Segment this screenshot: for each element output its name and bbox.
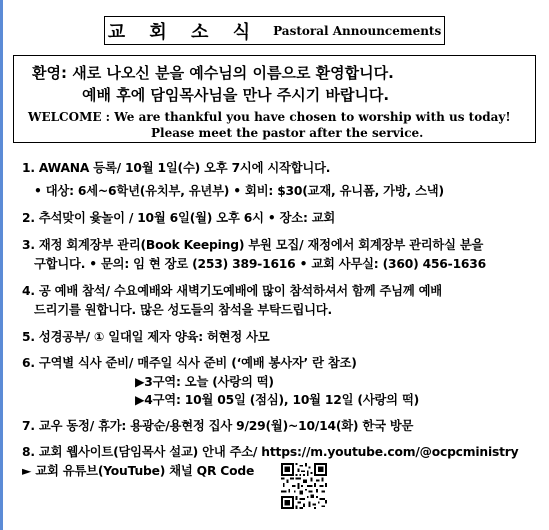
welcome-english-line-1: WELCOME : We are thankful you have chosen to worship with us today! xyxy=(28,110,511,124)
page-edge-line xyxy=(0,0,3,530)
announcement-8-qr-label: ► 교회 유튜브(YouTube) 채널 QR Code xyxy=(22,464,255,478)
announcement-5: 5. 성경공부/ ① 일대일 제자 양육: 허현정 사모 xyxy=(22,330,270,344)
announcement-6-group-4: ▶4구역: 10월 05일 (점심), 10월 12일 (사랑의 떡) xyxy=(135,393,420,407)
welcome-box xyxy=(13,55,536,143)
announcement-4-detail: 드리기를 원합니다. 많은 성도들의 참석을 부탁드립니다. xyxy=(34,303,332,317)
announcement-6: 6. 구역별 식사 준비/ 매주일 식사 준비 (‘예배 봉사자’ 란 참조) xyxy=(22,356,357,370)
announcement-1-detail: • 대상: 6세~6학년(유치부, 유년부) • 회비: $30(교재, 유니폼, 가방, 스낵) xyxy=(34,184,444,198)
announcement-3-detail: 구합니다. • 문의: 임 현 장로 (253) 389-1616 • 교회 사무실: (360) 456-1636 xyxy=(34,257,486,271)
qr-code-icon[interactable] xyxy=(281,463,327,509)
announcement-7: 7. 교우 동정/ 휴가: 용광순/용현정 집사 9/29(월)~10/14(화) 한국 방문 xyxy=(22,419,414,433)
welcome-korean-line-1: 환영: 새로 나오신 분을 예수님의 이름으로 환영합니다. xyxy=(32,64,394,82)
header-title-box xyxy=(104,16,445,45)
announcement-1: 1. AWANA 등록/ 10월 1일(수) 오후 7시에 시작합니다. xyxy=(22,161,331,175)
welcome-english-line-2: Please meet the pastor after the service. xyxy=(151,126,424,140)
title-english: Pastoral Announcements xyxy=(273,23,442,38)
announcement-6-group-3: ▶3구역: 오늘 (사랑의 떡) xyxy=(135,375,274,389)
announcement-8[interactable]: 8. 교회 웹사이트(담임목사 설교) 안내 주소/ https://m.youtube.com/@ocpcministry xyxy=(22,445,519,459)
title-korean: 교 회 소 식 xyxy=(107,21,260,43)
announcement-3: 3. 재정 회계장부 관리(Book Keeping) 부원 모집/ 재정에서 회계장부 관리하실 분을 xyxy=(22,238,484,252)
announcement-2: 2. 추석맞이 윷놀이 / 10월 6일(월) 오후 6시 • 장소: 교회 xyxy=(22,211,336,225)
announcement-4: 4. 공 예배 참석/ 수요예배와 새벽기도예배에 많이 참석하셔서 함께 주님께 예배 xyxy=(22,284,442,298)
welcome-korean-line-2: 예배 후에 담임목사님을 만나 주시기 바랍니다. xyxy=(82,86,390,104)
